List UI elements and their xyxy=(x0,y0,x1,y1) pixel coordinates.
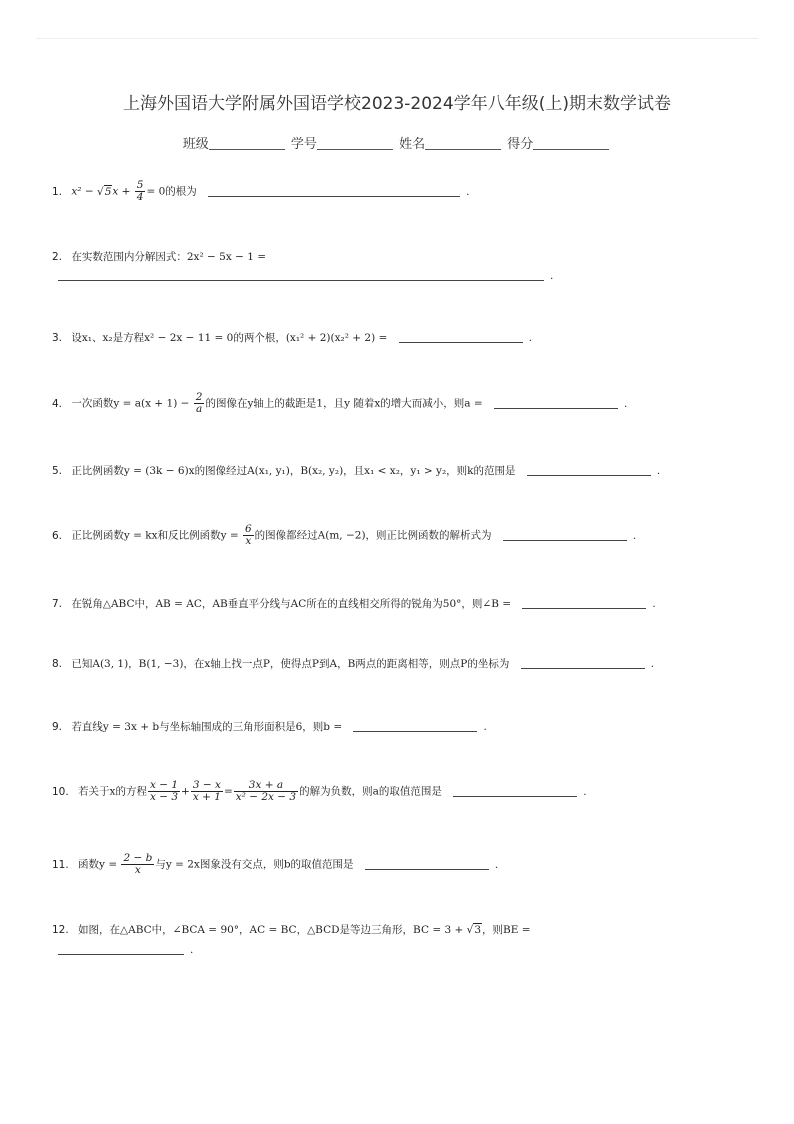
fraction: $\frac{6}{x}$ xyxy=(244,523,252,548)
question-3: 3. 设x₁、x₂是方程x² − 2x − 11 = 0的两个根，(x₁² + 2)(x₂² + 2) = . xyxy=(52,332,533,344)
id-label: 学号 xyxy=(290,137,317,152)
fraction: $\frac{3 - x}{x + 1}$ xyxy=(192,779,221,804)
question-11: 11. 函数y = $\frac{2 - b}{x}$ 与y = 2x图象没有交点，则b的取值范围是 . xyxy=(52,852,499,877)
score-field[interactable] xyxy=(533,137,609,150)
answer-blank[interactable] xyxy=(527,465,651,476)
question-9: 9. 若直线y = 3x + b与坐标轴围成的三角形面积是6，则b = . xyxy=(52,721,487,733)
question-6: 6. 正比例函数y = kx和反比例函数y = $\frac{6}{x}$ 的图像都经过A(m, −2)，则正比例函数的解析式为 . xyxy=(52,523,637,548)
answer-blank[interactable] xyxy=(453,786,577,797)
name-field[interactable] xyxy=(425,137,501,150)
question-7: 7. 在锐角△ABC中，AB = AC，AB垂直平分线与AC所在的直线相交所得的锐角为50°，则∠B = . xyxy=(52,598,656,610)
sqrt-sign: √3 xyxy=(466,924,481,936)
question-12-answer-line: . xyxy=(58,944,193,956)
answer-blank[interactable] xyxy=(353,721,477,732)
fraction: $\frac{3x + a}{\text{x² − 2x − 3}}$ xyxy=(235,779,297,804)
answer-blank[interactable] xyxy=(521,658,645,669)
name-label: 姓名 xyxy=(399,137,426,152)
fraction: $\frac{x - 1}{x - 3}$ xyxy=(149,779,179,804)
answer-blank[interactable] xyxy=(494,398,618,409)
answer-blank[interactable] xyxy=(365,859,489,870)
answer-blank[interactable] xyxy=(399,332,523,343)
question-10: 10. 若关于x的方程 $\frac{x - 1}{x - 3}$ + $\frac{3 - x}{x + 1}$ = $\frac{3x + a}{\text{x² − 2x − 3}}$ 的解为负数，则a的取值范围是 . xyxy=(52,779,587,804)
question-2: 2. 在实数范围内分解因式：2x² − 5x − 1 = xyxy=(52,251,267,263)
id-field[interactable] xyxy=(317,137,393,150)
answer-blank[interactable] xyxy=(208,186,460,197)
student-info-row xyxy=(0,133,794,152)
question-2-answer-line: . xyxy=(58,270,553,282)
sqrt-sign: √5 xyxy=(96,185,112,198)
class-label: 班级 xyxy=(182,137,209,152)
page-title: 上海外国语大学附属外国语学校2023-2024学年八年级(上)期末数学试卷 xyxy=(123,94,671,114)
answer-blank[interactable] xyxy=(522,598,646,609)
question-8: 8. 已知A(3, 1)，B(1, −3)，在x轴上找一点P，使得点P到A，B两点的距离相等，则点P的坐标为 . xyxy=(52,658,655,670)
score-label: 得分 xyxy=(507,137,534,152)
answer-blank[interactable] xyxy=(503,530,627,541)
fraction: $\frac{2 - b}{x}$ xyxy=(123,852,153,877)
top-divider xyxy=(36,38,758,39)
question-12: 12. 如图，在△ABC中，∠BCA = 90°，AC = BC，△BCD是等边三角形，BC = 3 + √3，则BE = xyxy=(52,924,531,936)
answer-blank[interactable] xyxy=(58,944,184,955)
fraction: $\frac{5}{4}$ xyxy=(136,179,144,204)
fraction: $\frac{2}{a}$ xyxy=(195,391,203,416)
answer-blank[interactable] xyxy=(58,270,544,281)
class-field[interactable] xyxy=(209,137,285,150)
question-5: 5. 正比例函数y = (3k − 6)x的图像经过A(x₁, y₁)，B(x₂, y₂)，且x₁ < x₂，y₁ > y₂，则k的范围是 . xyxy=(52,465,661,477)
question-1: 1. x² − √5x + $\frac{5}{4}$ = 0的根为 . xyxy=(52,179,470,204)
question-4: 4. 一次函数y = a(x + 1) − $\frac{2}{a}$ 的图像在y轴上的截距是1，且y 随着x的增大而减小，则a = . xyxy=(52,391,628,416)
